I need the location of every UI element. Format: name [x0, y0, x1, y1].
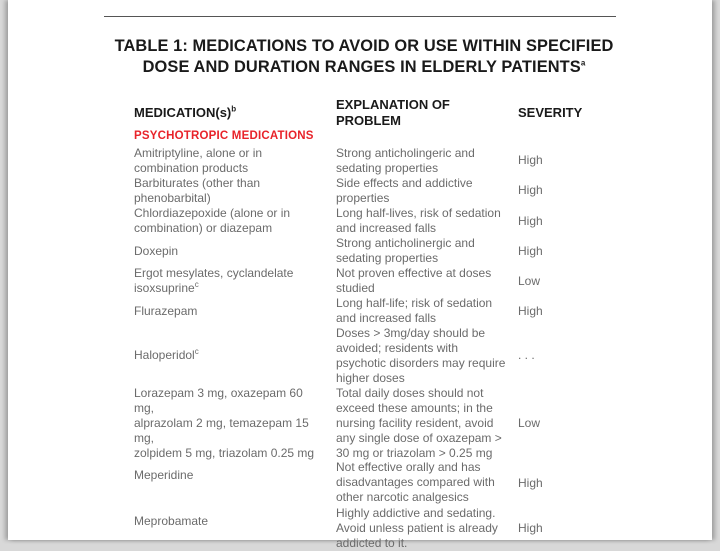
section-heading: PSYCHOTROPIC MEDICATIONS [134, 130, 314, 142]
medication-cell [134, 266, 324, 296]
explanation-line: nursing facility resident, avoid [336, 416, 494, 430]
explanation-line: addicted to it. [336, 536, 408, 550]
medication-line: Meperidine [134, 468, 194, 482]
title-footnote-marker: a [580, 58, 586, 68]
explanation-line: Long half-lives, risk of sedation [336, 206, 501, 220]
explanation-line: exceed these amounts; in the [336, 401, 493, 415]
document-page [8, 0, 712, 550]
severity-cell: High [518, 183, 543, 197]
explanation-cell [336, 176, 506, 206]
explanation-line: 30 mg or triazolam > 0.25 mg [336, 446, 493, 460]
medication-line: combination) or diazepam [134, 221, 273, 235]
explanation-line: Doses > 3mg/day should be [336, 326, 486, 340]
explanation-line: disadvantages compared with [336, 475, 495, 489]
severity-cell: High [518, 476, 543, 490]
explanation-cell [336, 386, 506, 461]
header-explanation: EXPLANATION OF PROBLEM [336, 97, 450, 128]
explanation-cell [336, 146, 506, 176]
medication-cell [134, 468, 324, 483]
explanation-cell [336, 460, 506, 505]
footnote-marker: c [194, 280, 199, 289]
severity-cell: Low [518, 416, 541, 430]
medication-cell [134, 514, 324, 529]
medication-line: isoxsuprine$^c$ [134, 280, 199, 295]
severity-cell: High [518, 304, 543, 318]
explanation-cell [336, 326, 506, 386]
medication-line: Meprobamate [134, 514, 209, 528]
explanation-line: and increased falls [336, 311, 437, 325]
footnote-marker: c [194, 347, 199, 356]
explanation-line: Strong anticholingeric and [336, 146, 475, 160]
medication-line: mg, [134, 431, 155, 445]
explanation-line: sedating properties [336, 251, 439, 265]
explanation-line: and increased falls [336, 221, 437, 235]
medication-cell [134, 304, 324, 319]
medication-cell [134, 244, 324, 259]
medication-cell [134, 146, 324, 176]
medication-cell [134, 386, 324, 461]
explanation-line: any single dose of oxazepam > [336, 431, 502, 445]
medication-line: combination products [134, 161, 249, 175]
severity-cell: High [518, 244, 543, 258]
explanation-line: Highly addictive and sedating. [336, 506, 496, 520]
explanation-line: Avoid unless patient is already [336, 521, 498, 535]
severity-cell: High [518, 214, 543, 228]
medication-line: phenobarbital) [134, 191, 211, 205]
severity-cell: . . . [518, 348, 535, 362]
medication-line: Barbiturates (other than [134, 176, 261, 190]
explanation-line: Side effects and addictive [336, 176, 473, 190]
medication-line: Chlordiazepoxide (alone or in [134, 206, 291, 220]
explanation-line: Not proven effective at doses [336, 266, 492, 280]
top-rule [104, 16, 616, 17]
medication-line: Haloperidol$^c$ [134, 347, 199, 362]
explanation-cell [336, 236, 506, 266]
explanation-cell [336, 266, 506, 296]
medication-line: Flurazepam [134, 304, 198, 318]
explanation-line: properties [336, 191, 390, 205]
severity-cell: High [518, 521, 543, 535]
medication-line: Lorazepam 3 mg, oxazepam 60 mg, [134, 386, 303, 415]
medication-line: zolpidem 5 mg, triazolam 0.25 mg [134, 446, 315, 460]
table-title-line-1: TABLE 1: MEDICATIONS TO AVOID OR USE WITHIN SPECIFIED [114, 37, 614, 55]
explanation-line: psychotic disorders may require [336, 356, 506, 370]
medication-line: alprazolam 2 mg, temazepam 15 [134, 416, 309, 430]
explanation-line: other narcotic analgesics [336, 490, 469, 504]
explanation-line: studied [336, 281, 375, 295]
explanation-line: Strong anticholinergic and [336, 236, 475, 250]
explanation-line: Long half-life; risk of sedation [336, 296, 493, 310]
explanation-cell [336, 206, 506, 236]
severity-cell: Low [518, 274, 541, 288]
table-title [104, 36, 624, 78]
explanation-line: higher doses [336, 371, 405, 385]
medication-cell [134, 176, 324, 206]
medication-cell [134, 348, 324, 363]
header-severity: SEVERITY [518, 105, 583, 120]
explanation-line: Not effective orally and has [336, 460, 481, 474]
table-title-line-2: DOSE AND DURATION RANGES IN ELDERLY PATIENTS$^a$ [142, 58, 586, 76]
medication-line: Ergot mesylates, cyclandelate [134, 266, 294, 280]
explanation-cell [336, 506, 506, 551]
header-medication-footnote: b [231, 104, 237, 114]
medication-line: Doxepin [134, 244, 179, 258]
explanation-cell [336, 296, 506, 326]
explanation-line: sedating properties [336, 161, 439, 175]
explanation-line: avoided; residents with [336, 341, 459, 355]
medication-cell [134, 206, 324, 236]
severity-cell: High [518, 153, 543, 167]
header-medication: $MEDICATION(s)^b$ [134, 104, 237, 120]
explanation-line: Total daily doses should not [336, 386, 484, 400]
medication-line: Amitriptyline, alone or in [134, 146, 263, 160]
